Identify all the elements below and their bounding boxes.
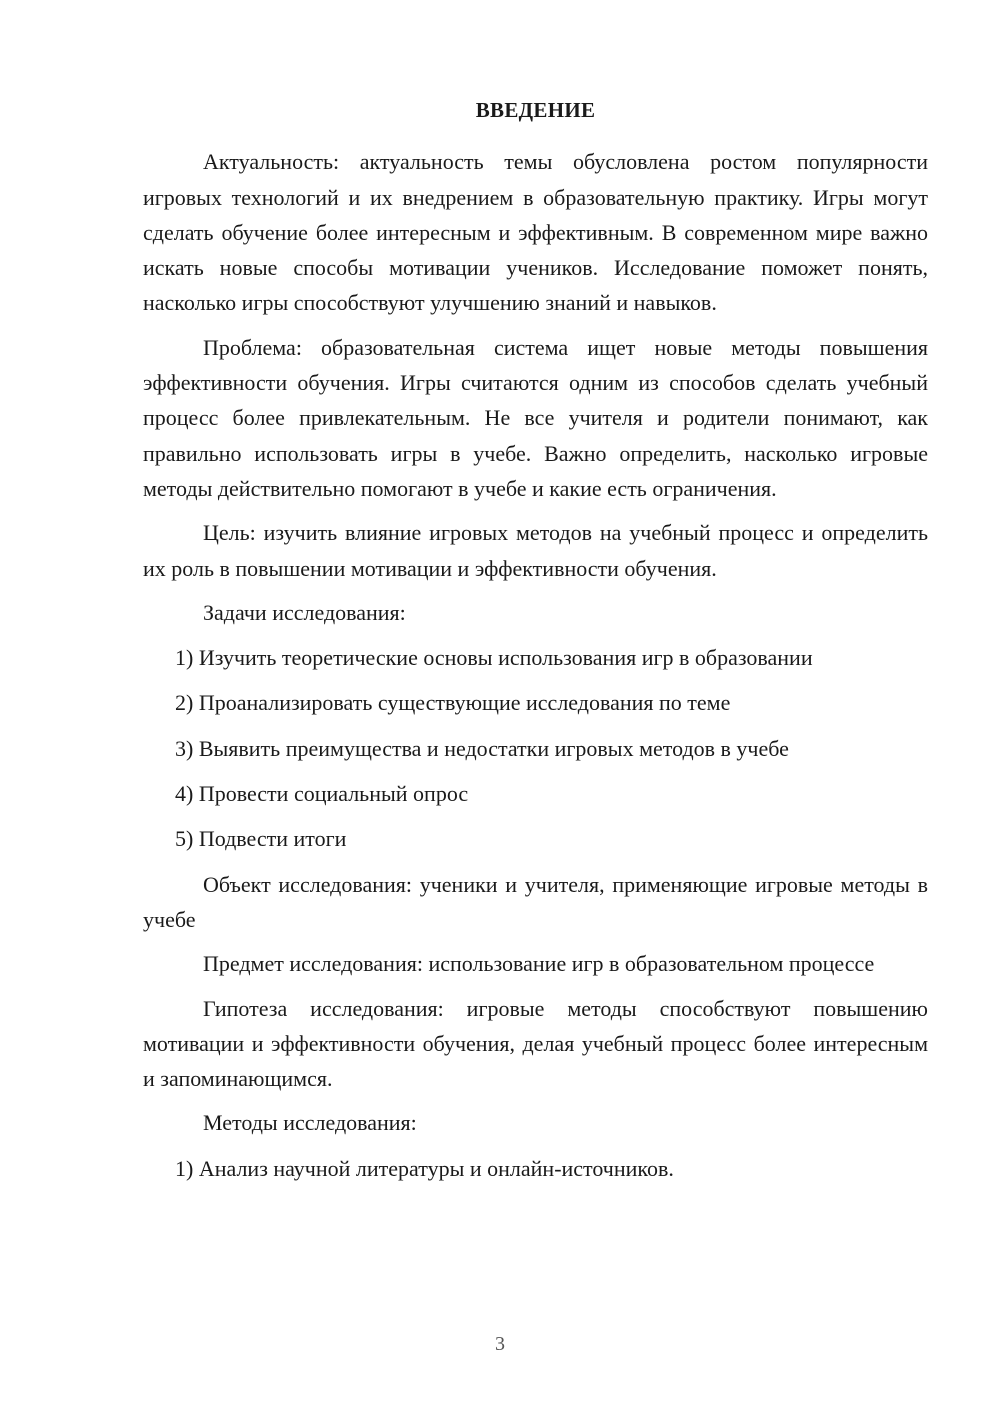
relevance-paragraph: Актуальность: актуальность темы обусловлена ростом популярности игровых технологий и их внедрением в образовательную практику. Игры могут сделать обучение более интересным и эффективным. В современном мире важно искать новые способы мотивации учеников. Исследование поможет понять, насколько игры способствуют улучшению знаний и навыков. — [143, 149, 928, 316]
object-paragraph: Объект исследования: ученики и учителя, применяющие игровые методы в учебе — [143, 871, 928, 932]
hypothesis-paragraph: Гипотеза исследования: игровые методы способствуют повышению мотивации и эффективности обучения, делая учебный процесс более интересным и запоминающимся. — [143, 995, 928, 1092]
goal-paragraph: Цель: изучить влияние игровых методов на учебный процесс и определить их роль в повышении мотивации и эффективности обучения. — [143, 520, 928, 581]
tasks-label: Задачи исследования: — [203, 599, 406, 625]
list-item: 4) Провести социальный опрос — [175, 781, 469, 807]
methods-list — [143, 1151, 928, 1186]
problem-paragraph: Проблема: образовательная система ищет новые методы повышения эффективности обучения. Игры считаются одним из способов сделать учебный процесс более привлекательным. Не все учителя и родители понимают, как правильно использовать игры в учебе. Важно определить, насколько игровые методы действительно помогают в учебе и какие есть ограничения. — [143, 334, 928, 501]
list-item: 1) Изучить теоретические основы использования игр в образовании — [175, 645, 813, 671]
methods-label: Методы исследования: — [203, 1110, 417, 1136]
section-heading: ВВЕДЕНИЕ — [475, 98, 596, 122]
page-content — [143, 93, 928, 1196]
list-item: 3) Выявить преимущества и недостатки игровых методов в учебе — [175, 735, 789, 761]
page-number: 3 — [495, 1333, 505, 1355]
list-item: 5) Подвести итоги — [175, 826, 347, 852]
subject-paragraph: Предмет исследования: использование игр в образовательном процессе — [203, 951, 875, 977]
tasks-list — [143, 640, 928, 856]
list-item: 1) Анализ научной литературы и онлайн-источников. — [175, 1155, 674, 1181]
list-item: 2) Проанализировать существующие исследования по теме — [175, 690, 731, 716]
